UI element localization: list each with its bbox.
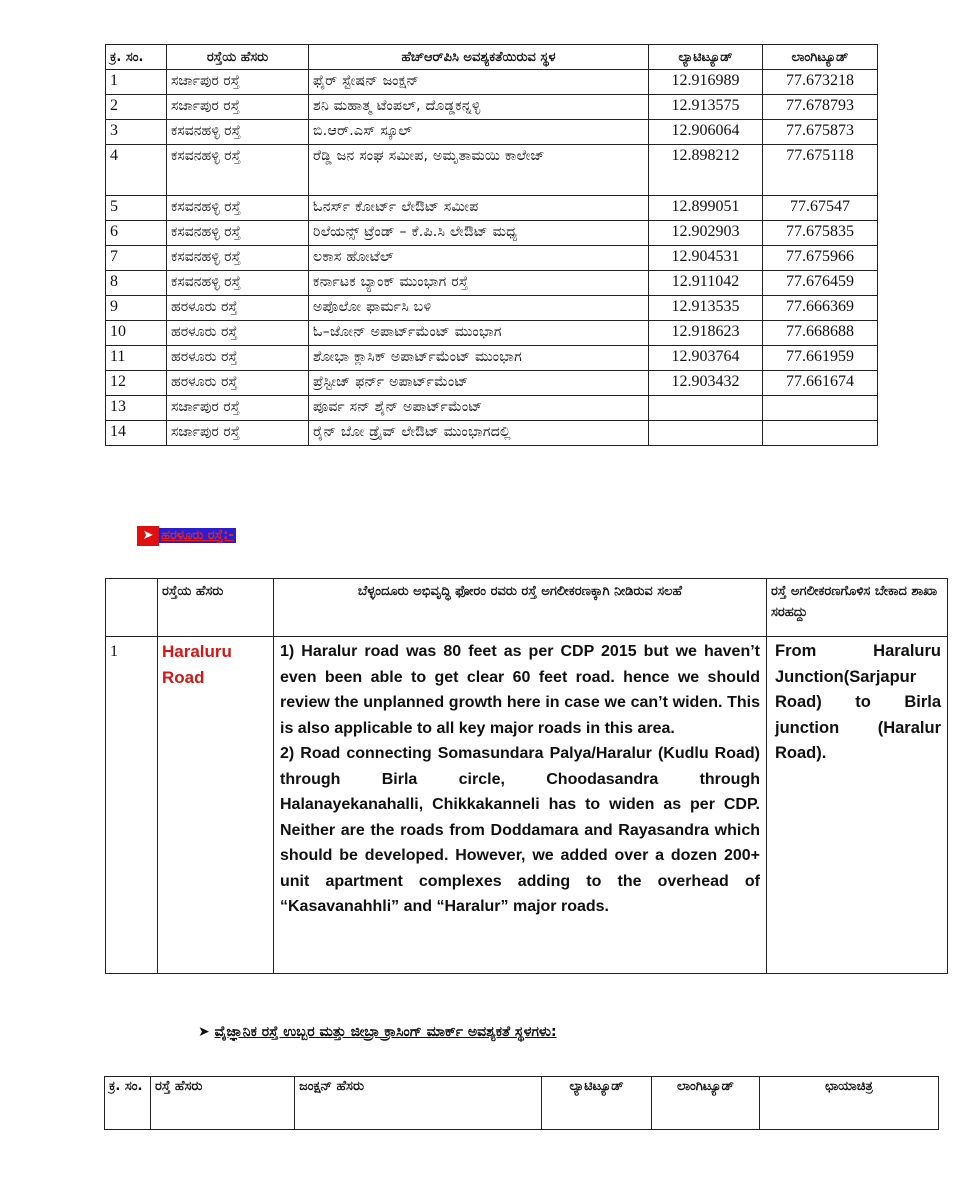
header-road-name: ರಸ್ತೆ ಹೆಸರು — [151, 1077, 295, 1130]
row-longitude: 77.675118 — [763, 145, 878, 196]
suggestion-paragraph-1: 1) Haralur road was 80 feet as per CDP 2015 but we haven’t even been able to get clear 60 feet road. hence we should review the unplanned growth here in case we can’t widen. This is also applicable to all key major roads in this area. — [280, 643, 760, 737]
table-row — [106, 396, 878, 421]
table-row — [106, 246, 878, 271]
row-longitude: 77.668688 — [763, 321, 878, 346]
row-latitude — [649, 421, 763, 446]
row-road-name: Haraluru Road — [158, 637, 274, 974]
row-road-name: ಹರಳೂರು ರಸ್ತೆ — [167, 321, 309, 346]
row-serial: 8 — [106, 271, 167, 296]
row-location: ರೈನ್ ಬೋ ಡ್ರೈವ್ ಲೇಔಟ್ ಮುಂಭಾಗದಲ್ಲಿ — [309, 421, 649, 446]
row-serial: 1 — [106, 637, 158, 974]
row-longitude: 77.675835 — [763, 221, 878, 246]
row-longitude: 77.666369 — [763, 296, 878, 321]
row-serial: 1 — [106, 70, 167, 95]
table-header-row — [106, 45, 878, 70]
row-serial: 9 — [106, 296, 167, 321]
row-latitude: 12.913575 — [649, 95, 763, 120]
row-location: ಶನಿ ಮಹಾತ್ಮ ಟೆಂಪಲ್, ದೊಡ್ಡಕನ್ನಳ್ಳಿ — [309, 95, 649, 120]
table-row — [106, 221, 878, 246]
arrow-icon: ➤ — [137, 526, 159, 546]
row-suggestion — [274, 637, 767, 974]
table-header-row — [105, 1077, 939, 1130]
row-latitude: 12.918623 — [649, 321, 763, 346]
section-heading-label: ಹರಳೂರು ರಸ್ತೆ:- — [161, 528, 234, 543]
row-longitude — [763, 396, 878, 421]
row-latitude: 12.911042 — [649, 271, 763, 296]
row-longitude: 77.675966 — [763, 246, 878, 271]
row-serial: 11 — [106, 346, 167, 371]
row-longitude: 77.675873 — [763, 120, 878, 145]
header-suggestion: ಬೆಳ್ಳಂದೂರು ಅಭಿವೃದ್ಧಿ ಫೋರಂ ರವರು ರಸ್ತೆ ಅಗಲೀಕರಣಕ್ಕಾಗಿ ನೀಡಿರುವ ಸಲಹೆ — [274, 579, 767, 637]
row-branch-limit: From Haraluru Junction(Sarjapur Road) to Birla junction (Haralur Road). — [767, 637, 948, 974]
header-branch-limit: ರಸ್ತೆ ಅಗಲೀಕರಣಗೊಳಿಸ ಬೇಕಾದ ಶಾಖಾ ಸರಹದ್ದು — [767, 579, 948, 637]
header-longitude: ಲಾಂಗಿಟ್ಯೂಡ್ — [763, 45, 878, 70]
row-longitude: 77.661959 — [763, 346, 878, 371]
header-road-name: ರಸ್ತೆಯ ಹೆಸರು — [158, 579, 274, 637]
header-serial: ಕ್ರ. ಸಂ. — [106, 45, 167, 70]
table-row — [106, 196, 878, 221]
table-row — [106, 346, 878, 371]
row-latitude: 12.899051 — [649, 196, 763, 221]
speed-breaker-table — [104, 1076, 939, 1130]
arrow-icon: ➤ — [198, 1024, 210, 1040]
row-serial: 13 — [106, 396, 167, 421]
table-row — [106, 421, 878, 446]
header-road-name: ರಸ್ತೆಯ ಹೆಸರು — [167, 45, 309, 70]
row-latitude: 12.913535 — [649, 296, 763, 321]
row-latitude: 12.904531 — [649, 246, 763, 271]
row-serial: 12 — [106, 371, 167, 396]
row-location: ಓ–ಜೋನ್ ಅಪಾರ್ಟ್‌ಮೆಂಟ್ ಮುಂಭಾಗ — [309, 321, 649, 346]
row-latitude: 12.898212 — [649, 145, 763, 196]
row-location: ಅಪೊಲೋ ಫಾರ್ಮಸಿ ಬಳಿ — [309, 296, 649, 321]
row-longitude — [763, 421, 878, 446]
row-road-name: ಕಸವನಹಳ್ಳಿ ರಸ್ತೆ — [167, 221, 309, 246]
row-road-name: ಕಸವನಹಳ್ಳಿ ರಸ್ತೆ — [167, 196, 309, 221]
row-road-name: ಸರ್ಜಾಪುರ ರಸ್ತೆ — [167, 70, 309, 95]
header-serial — [106, 579, 158, 637]
header-junction-name: ಜಂಕ್ಷನ್ ಹೆಸರು — [295, 1077, 542, 1130]
suggestion-paragraph-2: 2) Road connecting Somasundara Palya/Haralur (Kudlu Road) through Birla circle, Choodasandra through Halanayekanahalli, Chikkakanneli has to widen as per CDP. Neither are the roads from Doddamara and Rayasandra which should be developed. However, we added over a dozen 200+ unit apartment complexes adding to the overhead of “Kasavanahhli” and “Haralur” major roads. — [280, 745, 760, 915]
row-road-name: ಹರಳೂರು ರಸ್ತೆ — [167, 296, 309, 321]
row-longitude: 77.676459 — [763, 271, 878, 296]
hrpc-locations-table — [105, 44, 878, 446]
row-serial: 7 — [106, 246, 167, 271]
section-heading-label: ವೈಜ್ಞಾನಿಕ ರಸ್ತೆ ಉಬ್ಬರ ಮತ್ತು ಜೀಬ್ರಾ ಕ್ರಾಸಿಂಗ್ ಮಾರ್ಕ್ ಅವಶ್ಯಕತೆ ಸ್ಥಳಗಳು: — [214, 1024, 557, 1040]
row-road-name: ಸರ್ಜಾಪುರ ರಸ್ತೆ — [167, 421, 309, 446]
row-road-name: ಸರ್ಜಾಪುರ ರಸ್ತೆ — [167, 396, 309, 421]
row-serial: 6 — [106, 221, 167, 246]
row-serial: 14 — [106, 421, 167, 446]
table-row — [106, 145, 878, 196]
road-widening-table — [105, 578, 948, 974]
row-location: ಲಕಾಸ ಹೋಟೆಲ್ — [309, 246, 649, 271]
row-latitude: 12.902903 — [649, 221, 763, 246]
row-location: ಫೈರ್ ಸ್ಟೇಷನ್ ಜಂಕ್ಷನ್ — [309, 70, 649, 95]
table-row — [106, 70, 878, 95]
row-location: ಬಿ.ಆರ್.ಎಸ್ ಸ್ಕೂಲ್ — [309, 120, 649, 145]
row-road-name: ಕಸವನಹಳ್ಳಿ ರಸ್ತೆ — [167, 246, 309, 271]
row-latitude: 12.903432 — [649, 371, 763, 396]
row-location: ಕರ್ನಾಟಕ ಬ್ಯಾಂಕ್ ಮುಂಭಾಗ ರಸ್ತೆ — [309, 271, 649, 296]
row-location: ರೆಡ್ಡಿ ಜನ ಸಂಘ ಸಮೀಪ, ಅಮೃತಾಮಯಿ ಕಾಲೇಜ್ — [309, 145, 649, 196]
row-latitude: 12.916989 — [649, 70, 763, 95]
section-heading-speed-breakers — [198, 1024, 557, 1040]
row-location: ಪೂರ್ವ ಸನ್ ಶೈನ್ ಅಪಾರ್ಟ್‌ಮೆಂಟ್ — [309, 396, 649, 421]
row-longitude: 77.678793 — [763, 95, 878, 120]
header-location: ಹೆಚ್‌ಆರ್‌ಪಿಸಿ ಅವಶ್ಯಕತೆಯಿರುವ ಸ್ಥಳ — [309, 45, 649, 70]
table-row — [106, 321, 878, 346]
header-latitude: ಲ್ಯಾಟಿಟ್ಯೂಡ್ — [649, 45, 763, 70]
row-latitude: 12.903764 — [649, 346, 763, 371]
row-road-name: ಕಸವನಹಳ್ಳಿ ರಸ್ತೆ — [167, 120, 309, 145]
row-location: ಶೋಭಾ ಕ್ಲಾಸಿಕ್ ಅಪಾರ್ಟ್‌ಮೆಂಟ್ ಮುಂಭಾಗ — [309, 346, 649, 371]
row-latitude: 12.906064 — [649, 120, 763, 145]
row-longitude: 77.661674 — [763, 371, 878, 396]
table-row — [106, 120, 878, 145]
row-location: ರಿಲೆಯನ್ಸ್ ಟ್ರೆಂಡ್ – ಕೆ.ಪಿ.ಸಿ ಲೇಔಟ್ ಮಧ್ಯ — [309, 221, 649, 246]
table-row — [106, 95, 878, 120]
row-serial: 5 — [106, 196, 167, 221]
row-serial: 10 — [106, 321, 167, 346]
row-road-name: ಕಸವನಹಳ್ಳಿ ರಸ್ತೆ — [167, 271, 309, 296]
table-row — [106, 371, 878, 396]
table-row — [106, 271, 878, 296]
row-serial: 3 — [106, 120, 167, 145]
row-serial: 4 — [106, 145, 167, 196]
table-row — [106, 637, 948, 974]
row-road-name: ಹರಳೂರು ರಸ್ತೆ — [167, 346, 309, 371]
row-road-name: ಕಸವನಹಳ್ಳಿ ರಸ್ತೆ — [167, 145, 309, 196]
header-photograph: ಛಾಯಾಚಿತ್ರ — [760, 1077, 939, 1130]
row-location: ಪ್ರೆಸ್ಟೀಜ್ ಫರ್ನ್ ಅಪಾರ್ಟ್‌ಮೆಂಟ್ — [309, 371, 649, 396]
section-heading-haraluru — [137, 526, 236, 546]
table-header-row — [106, 579, 948, 637]
header-serial: ಕ್ರ. ಸಂ. — [105, 1077, 151, 1130]
row-serial: 2 — [106, 95, 167, 120]
row-latitude — [649, 396, 763, 421]
row-road-name: ಸರ್ಜಾಪುರ ರಸ್ತೆ — [167, 95, 309, 120]
row-longitude: 77.673218 — [763, 70, 878, 95]
header-latitude: ಲ್ಯಾಟಿಟ್ಯೂಡ್ — [542, 1077, 652, 1130]
row-road-name: ಹರಳೂರು ರಸ್ತೆ — [167, 371, 309, 396]
row-longitude: 77.67547 — [763, 196, 878, 221]
header-longitude: ಲಾಂಗಿಟ್ಯೂಡ್ — [652, 1077, 760, 1130]
table-row — [106, 296, 878, 321]
row-location: ಓನರ್ಸ್ ಕೋರ್ಟ್ ಲೇಔಟ್ ಸಮೀಪ — [309, 196, 649, 221]
